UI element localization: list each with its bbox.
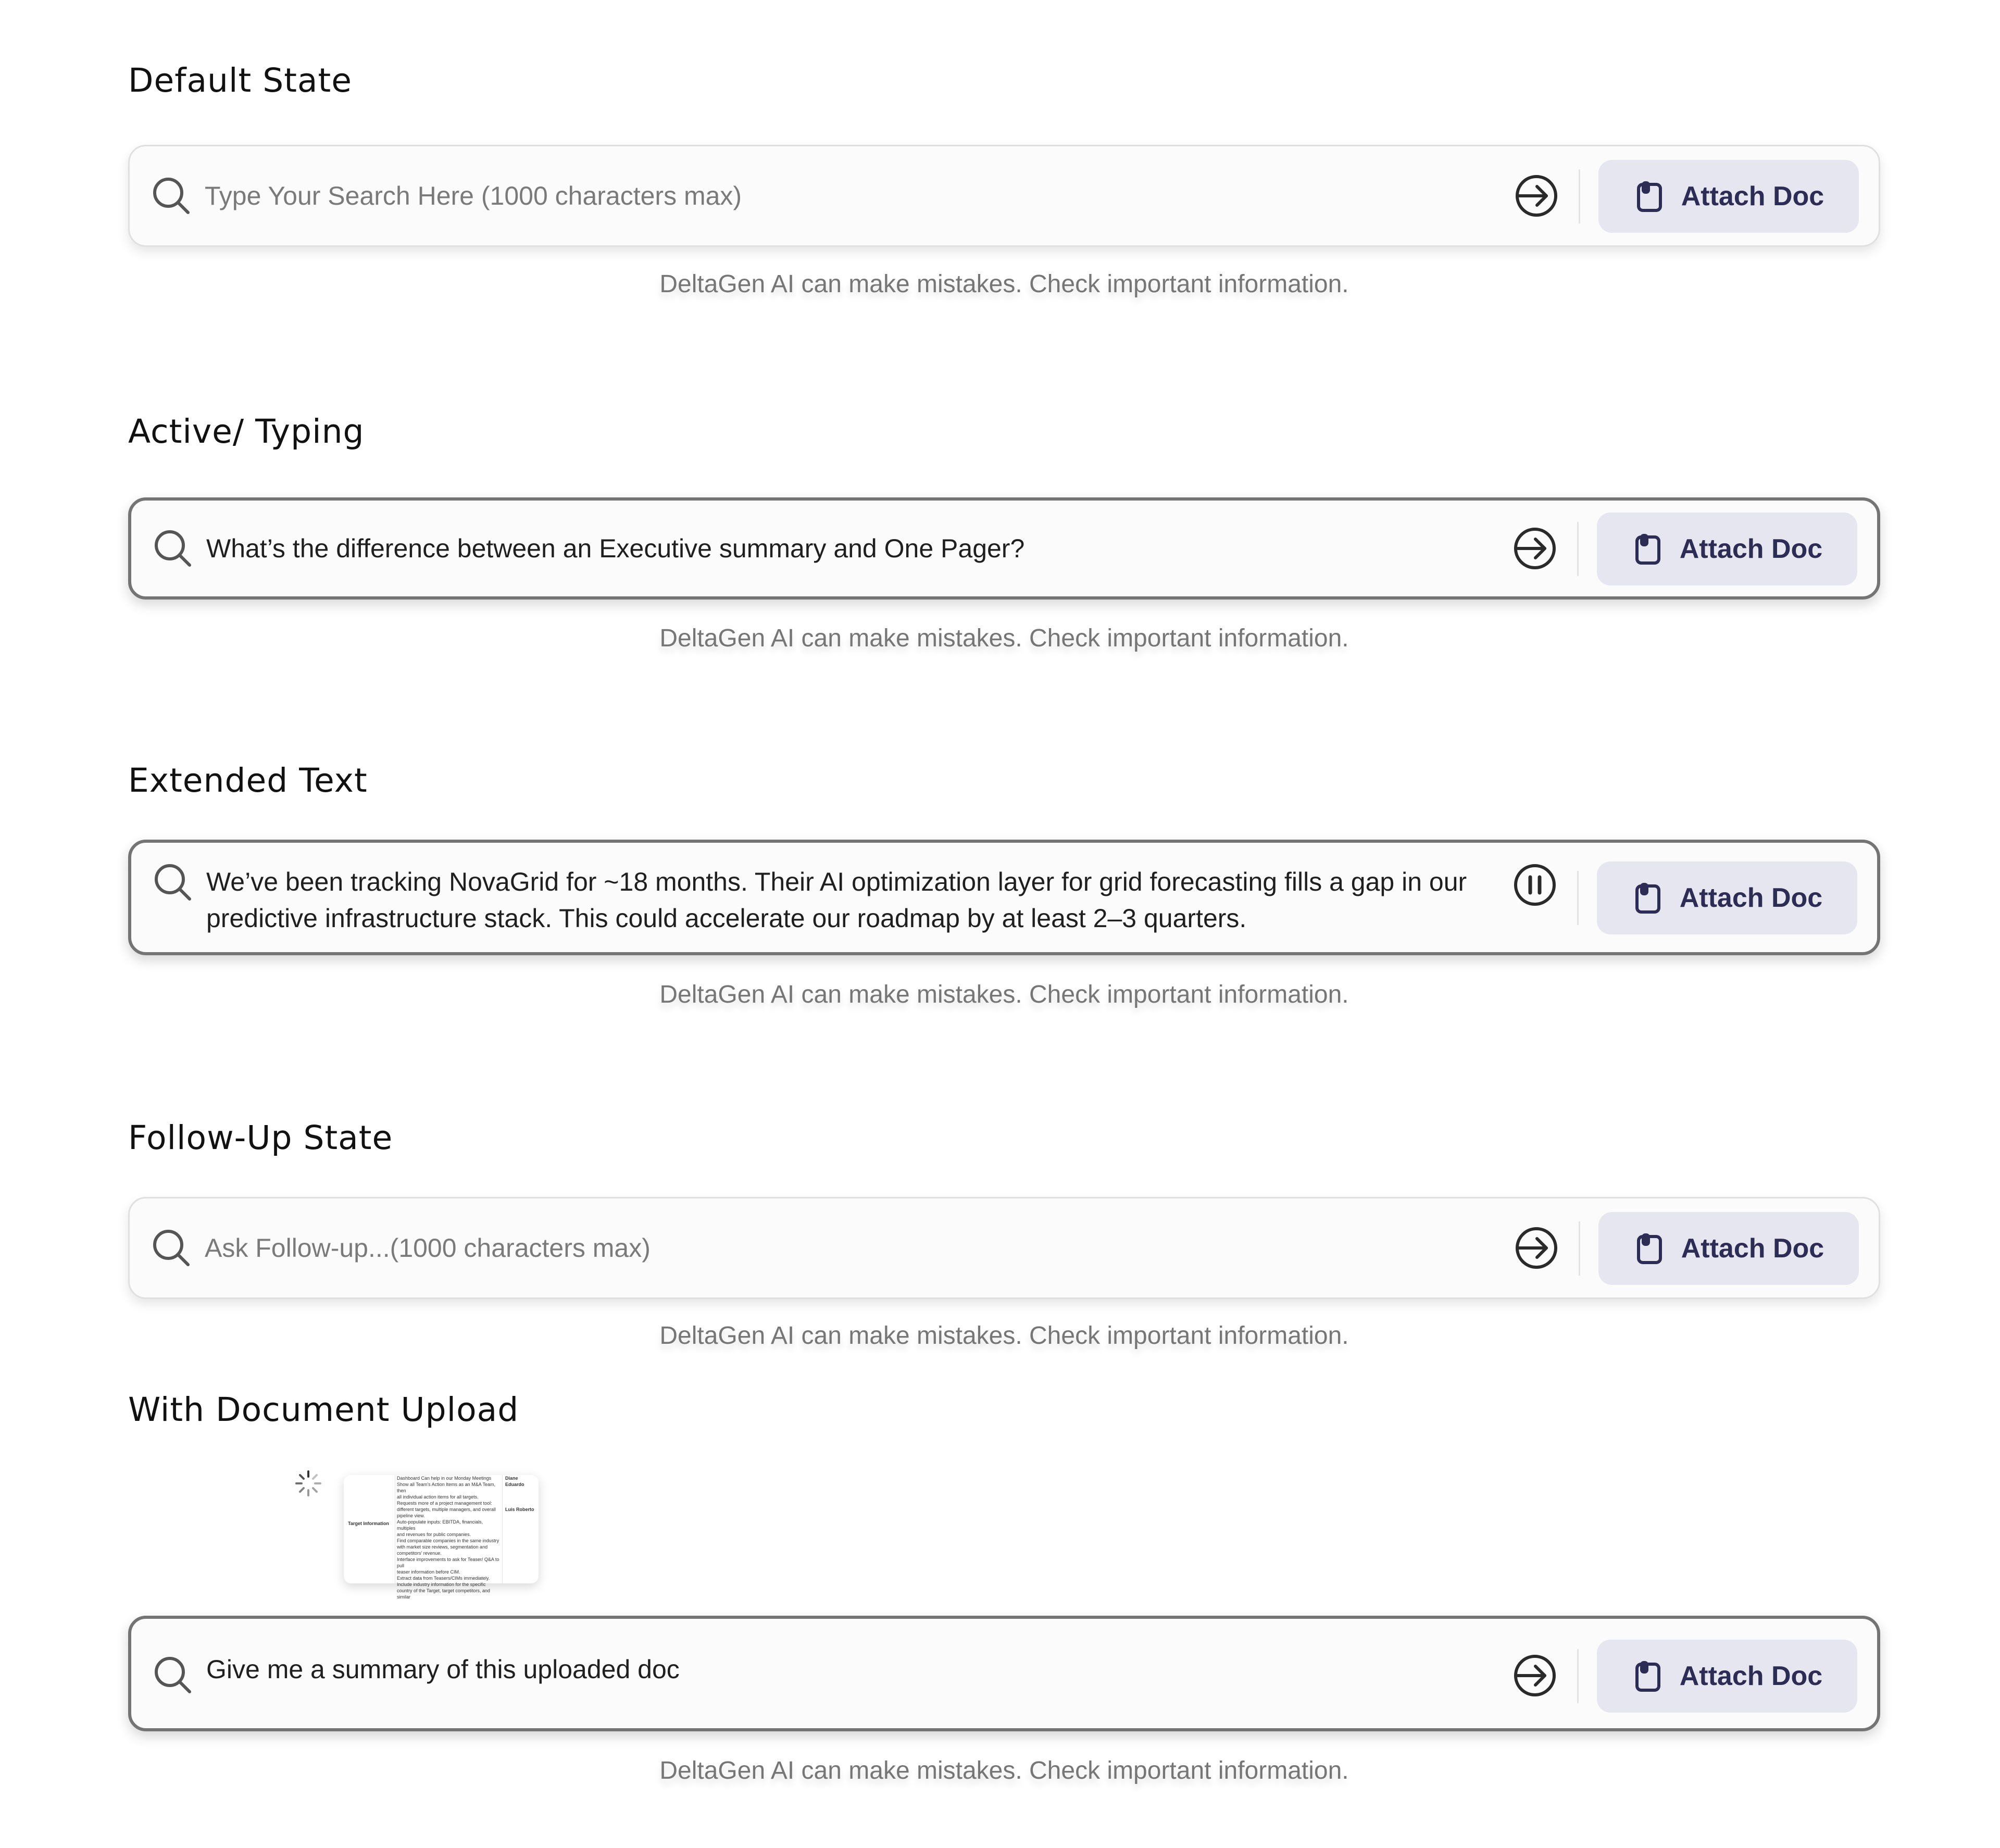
search-bar[interactable] <box>128 840 1880 955</box>
search-input[interactable]: We’ve been tracking NovaGrid for ~18 months. Their AI optimization layer for grid forecasting fills a gap in our predictive infrastructure stack. This could accelerate our roadmap by at least 2–3 quarters. <box>206 867 1467 933</box>
attach-doc-label: Attach Doc <box>1679 534 1823 564</box>
search-icon <box>152 528 194 569</box>
send-arrow-icon[interactable] <box>1511 525 1558 572</box>
doc-owners <box>505 1475 536 1513</box>
section-title: Follow-Up State <box>128 1119 393 1157</box>
divider <box>1579 1221 1580 1276</box>
doc-line: competitors' revenue. <box>397 1551 442 1556</box>
doc-content <box>397 1475 501 1600</box>
uploaded-doc-thumbnail[interactable] <box>344 1475 539 1600</box>
search-icon <box>151 175 192 217</box>
divider <box>1577 522 1579 576</box>
search-icon <box>152 1654 194 1696</box>
search-icon <box>152 861 194 903</box>
doc-line: Requests more of a project management tool: <box>397 1501 492 1506</box>
attach-doc-icon <box>1633 180 1666 213</box>
loading-spinner-icon <box>295 1470 322 1497</box>
search-input[interactable]: Give me a summary of this uploaded doc <box>206 1655 680 1684</box>
send-arrow-icon[interactable] <box>1513 1225 1560 1271</box>
section-title: Extended Text <box>128 761 368 800</box>
disclaimer: DeltaGen AI can make mistakes. Check important information. <box>659 270 1349 298</box>
attach-doc-label: Attach Doc <box>1679 1661 1823 1691</box>
search-bar[interactable] <box>128 1616 1880 1731</box>
doc-owner: Diane <box>505 1476 518 1481</box>
attach-doc-label: Attach Doc <box>1681 181 1824 211</box>
doc-row-label: Target Information <box>348 1521 389 1526</box>
doc-owner: Luis Roberto <box>505 1507 534 1512</box>
doc-line: Interface improvements to ask for Teaser/ Q&A to pull <box>397 1557 499 1568</box>
disclaimer: DeltaGen AI can make mistakes. Check important information. <box>659 1322 1349 1350</box>
doc-line: different targets, multiple managers, and overall <box>397 1507 496 1512</box>
send-arrow-icon[interactable] <box>1511 1652 1558 1699</box>
doc-line: Include industry information for the specific <box>397 1582 486 1587</box>
doc-line: country of the Target, target competitors, and similar <box>397 1588 490 1600</box>
doc-line: all individual action items for all targets. <box>397 1494 479 1500</box>
search-input[interactable]: Type Your Search Here (1000 characters max) <box>205 181 742 210</box>
attach-doc-icon <box>1632 882 1664 914</box>
divider <box>1579 169 1580 223</box>
doc-line: teaser information before CIM. <box>397 1569 460 1575</box>
doc-heading: Dashboard Can help in our Monday Meetings <box>397 1476 492 1481</box>
attach-doc-icon <box>1633 1232 1666 1265</box>
doc-line: with market size reviews, segmentation and <box>397 1544 488 1550</box>
search-bar[interactable] <box>128 497 1880 600</box>
doc-line: Show all Team's Action Items as an M&A Team, then <box>397 1482 495 1493</box>
search-bar[interactable] <box>128 1197 1880 1299</box>
search-input[interactable]: Ask Follow-up...(1000 characters max) <box>205 1233 651 1263</box>
section-title: Active/ Typing <box>128 413 365 451</box>
doc-line: pipeline view. <box>397 1513 425 1518</box>
attach-doc-button[interactable] <box>1597 861 1857 934</box>
attach-doc-button[interactable] <box>1597 1640 1857 1713</box>
doc-line: Extract data from Teasers/CIMs immediately. <box>397 1576 490 1581</box>
section-title: With Document Upload <box>128 1391 519 1429</box>
attach-doc-icon <box>1632 533 1664 565</box>
search-icon <box>151 1227 192 1269</box>
doc-owner: Eduardo <box>505 1482 524 1487</box>
attach-doc-button[interactable] <box>1598 160 1859 233</box>
pause-icon[interactable] <box>1511 861 1558 908</box>
table-divider <box>502 1475 503 1583</box>
divider <box>1577 1649 1579 1703</box>
attach-doc-icon <box>1632 1660 1664 1692</box>
disclaimer: DeltaGen AI can make mistakes. Check important information. <box>659 1757 1349 1784</box>
search-input[interactable]: What’s the difference between an Executive summary and One Pager? <box>206 534 1025 563</box>
disclaimer: DeltaGen AI can make mistakes. Check important information. <box>659 981 1349 1008</box>
disclaimer: DeltaGen AI can make mistakes. Check important information. <box>659 625 1349 652</box>
doc-line: and revenues for public companies. <box>397 1532 471 1537</box>
attach-doc-label: Attach Doc <box>1679 883 1823 913</box>
attach-doc-button[interactable] <box>1597 513 1857 585</box>
doc-line: Find comparable companies in the same industry <box>397 1538 499 1543</box>
doc-line: Auto-populate inputs: EBITDA, financials, multiples <box>397 1519 483 1531</box>
attach-doc-label: Attach Doc <box>1681 1233 1824 1264</box>
search-bar[interactable] <box>128 145 1880 247</box>
divider <box>1577 871 1579 925</box>
attach-doc-button[interactable] <box>1598 1212 1859 1285</box>
section-title: Default State <box>128 61 352 99</box>
send-arrow-icon[interactable] <box>1513 172 1560 219</box>
